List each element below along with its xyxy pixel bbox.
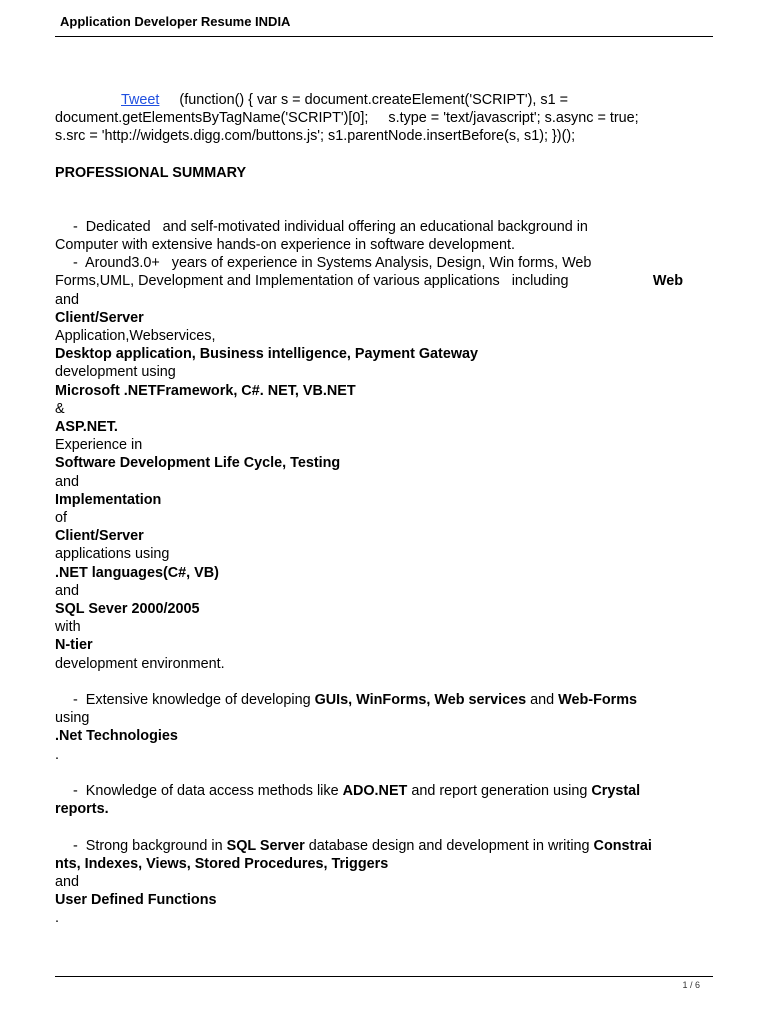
tweet-link[interactable]: Tweet [121,92,160,108]
summary-line: and [55,473,80,490]
web-keyword: Web [652,273,683,290]
bullet-experience-text: Forms,UML, Development and Implementation of various applications including [55,273,569,290]
summary-line: Client/Server [55,528,144,545]
summary-line: Client/Server [55,309,144,326]
intro-line-1 [55,91,720,109]
bullet-ado-pre: - Knowledge of data access methods like [73,783,343,800]
bullet-experience-cont [55,272,720,290]
summary-lines [55,291,720,673]
bullet-guis-using: using [55,710,90,727]
bullet-ado [55,782,720,800]
bullet-sql-cont: nts, Indexes, Views, Stored Procedures, Triggers [55,855,389,872]
code-line-2: document.getElementsByTagName('SCRIPT')[0]; s.type = 'text/javascript'; s.async = true; [55,110,639,127]
bullet-guis-bold2: Web-Forms [558,692,638,709]
summary-line: development environment. [55,655,225,672]
bullet-dedicated-cont: Computer with extensive hands-on experience in software development. [55,237,515,254]
bullet-ado-cont: reports. [55,801,109,818]
summary-line: Implementation [55,491,162,508]
document-title: Application Developer Resume INDIA [60,14,291,29]
bullet-sql-udf: User Defined Functions [55,892,217,909]
summary-line: SQL Sever 2000/2005 [55,601,200,618]
header-divider [55,36,713,37]
section-heading-professional-summary: PROFESSIONAL SUMMARY [55,164,247,181]
bullet-ado-mid: and report generation using [407,783,592,800]
summary-line: Experience in [55,437,143,454]
footer-divider [55,976,713,977]
summary-line: ASP.NET. [55,419,118,436]
bullet-guis-bold1: GUIs, WinForms, Web services [314,692,527,709]
summary-line: applications using [55,546,170,563]
summary-line: Application,Webservices, [55,328,216,345]
page-number: 1 / 6 [682,980,700,990]
summary-line: with [55,619,81,636]
bullet-sql-bold2: Constrai [593,837,652,854]
summary-line: .NET languages(C#, VB) [55,564,219,581]
summary-line: of [55,510,68,527]
summary-line: N-tier [55,637,93,654]
bullet-ado-bold1: ADO.NET [342,783,408,800]
code-line-1: (function() { var s = document.createElement('SCRIPT'), s1 = [179,92,569,108]
bullet-experience: - Around3.0+ years of experience in Systems Analysis, Design, Win forms, Web [73,255,592,272]
bullet-sql-mid: database design and development in writing [304,837,594,854]
bullet-sql-bold1: SQL Server [226,837,305,854]
bullet-guis [55,691,720,709]
bullet-guis-dot: . [55,746,59,763]
bullet-guis-mid: and [526,692,559,709]
summary-line: & [55,400,65,417]
bullet-guis-pre: - Extensive knowledge of developing [73,692,315,709]
document-body [55,91,720,928]
bullet-sql [55,837,720,855]
bullet-sql-dot: . [55,910,59,927]
summary-line: and [55,582,80,599]
bullet-ado-bold2: Crystal [591,783,641,800]
bullet-dedicated: - Dedicated and self-motivated individual offering an educational background in [73,218,588,235]
summary-line: and [55,291,80,308]
bullet-guis-tech: .Net Technologies [55,728,178,745]
code-line-3: s.src = 'http://widgets.digg.com/buttons.js'; s1.parentNode.insertBefore(s, s1); })(); [55,128,576,145]
bullet-sql-and: and [55,874,80,891]
bullet-sql-pre: - Strong background in [73,837,227,854]
summary-line: Microsoft .NETFramework, C#. NET, VB.NET [55,382,356,399]
summary-line: Software Development Life Cycle, Testing [55,455,341,472]
summary-line: development using [55,364,176,381]
summary-line: Desktop application, Business intelligence, Payment Gateway [55,346,479,363]
